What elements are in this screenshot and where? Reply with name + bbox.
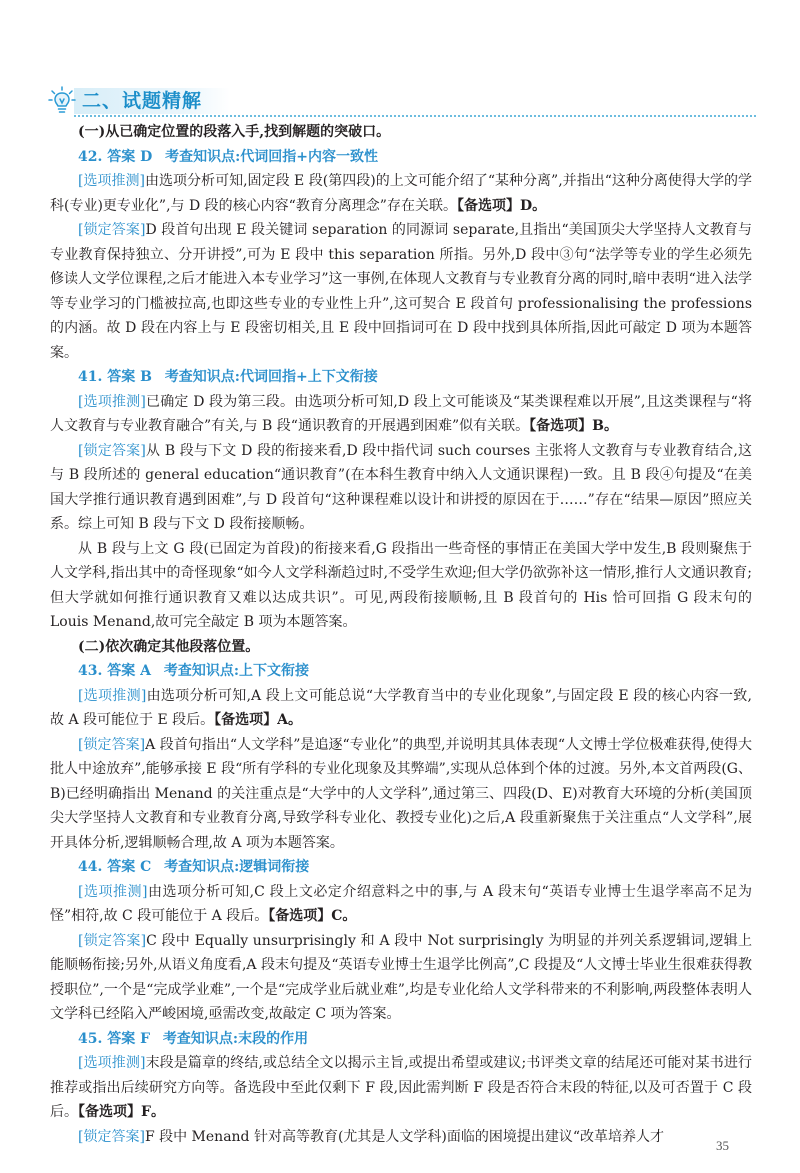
- q44-lock: [锁定答案]C 段中 Equally unsurprisingly 和 A 段中 Not surprisingly 为明显的并列关系逻辑词,逻辑上能顺畅衔接;另外,从语义角度看,A 段末句提及“英语专业博士生退学比例高”,C 段提及“人文博士毕业生很难获得教授职位”,一个是“完成学业难”,一个是“完成学业后就业难”,均是专业化给人文学科带来的不利影响,两段整体表明人文学科已经陷入严峻困境,亟需改变,故敲定 C 项为答案。: [50, 932, 752, 1022]
- header-dotted-rule: [74, 115, 756, 117]
- q45-lock: [锁定答案]F 段中 Menand 针对高等教育(尤其是人文学科)面临的困境提出建议“改革培养人才: [78, 1128, 665, 1145]
- q44-answer: 44. 答案 C: [78, 859, 152, 875]
- q41-answer-line: [50, 365, 752, 390]
- section-title: 二、试题精解: [82, 90, 203, 112]
- q42-lock: [锁定答案]D 段首句出现 E 段关键词 separation 的同源词 separate,且指出“美国顶尖大学坚持人文教育与专业教育保持独立、分开讲授”,可为 E 段中 this separation 所指。另外,D 段中③句“法学等专业的学生必须先修读人文学位课程,之后才能进入本专业学习”这一事例,在体现人文教育与专业教育分离的同时,暗中表明“进入法学等专业学习的门槛被拉高,也即这些专业的专业性上升”,这可契合 E 段首句 professionalising the professions 的内涵。故 D 段在内容上与 E 段密切相关,且 E 段中回指词可在 D 段中找到具体所指,因此可敲定 D 项为本题答案。: [50, 222, 752, 361]
- q45-predict: [选项推测]末段是篇章的终结,或总结全文以揭示主旨,或提出希望或建议;书评类文章的结尾还可能对某书进行推荐或指出后续研究方向等。备选段中至此仅剩下 F 段,因此需判断 F 段是否符合末段的特征,以及可否置于 C 段后。【备选项】F。: [50, 1055, 752, 1120]
- lock-tag: [锁定答案]: [78, 932, 147, 949]
- q42-answer-line: [50, 145, 752, 170]
- lock-tag: [锁定答案]: [78, 442, 146, 459]
- q43-answer: 43. 答案 A: [78, 663, 151, 679]
- predict-tag: [选项推测]: [78, 393, 146, 410]
- content: [50, 120, 752, 1149]
- q42-knowledge-point: 考查知识点:代词回指+内容一致性: [165, 148, 379, 165]
- q44-knowledge-point: 考查知识点:逻辑词衔接: [164, 859, 310, 875]
- lightbulb-icon: [48, 86, 76, 116]
- q43-lock: [锁定答案]A 段首句指出“人文学科”是追逐“专业化”的典型,并说明其具体表现“人文博士学位极难获得,使得大批人中途放弃”,能够承接 E 段“所有学科的专业化现象及其弊端”,实现从总体到个体的过渡。另外,本文首两段(G、B)已经明确指出 Menand 的关注重点是“大学中的人文学科”,通过第三、四段(D、E)对教育大环境的分析(美国顶尖大学坚持人文教育和专业教育分离,导致学科专业化、教授专业化)之后,A 段重新聚焦于关注重点“人文学科”,展开具体分析,逻辑顺畅合理,故 A 项为本题答案。: [50, 736, 752, 851]
- predict-tag: [选项推测]: [78, 687, 147, 704]
- predict-tag: [选项推测]: [78, 883, 148, 900]
- q44-predict: [选项推测]由选项分析可知,C 段上文必定介绍意料之中的事,与 A 段末句“英语专业博士生退学率高不足为怪”相符,故 C 段可能位于 A 段后。【备选项】C。: [50, 883, 752, 924]
- q41-knowledge-point: 考查知识点:代词回指+上下文衔接: [164, 369, 378, 385]
- section-header: [48, 84, 758, 118]
- lock-tag: [锁定答案]: [78, 736, 146, 753]
- q41-extra: 从 B 段与上文 G 段(已固定为首段)的衔接来看,G 段指出一些奇怪的事情正在美国大学中发生,B 段则聚焦于人文学科,指出其中的奇怪现象“如今人文学科渐趋过时,不受学生欢迎;但大学仍欲弥补这一情形,推行人文通识教育;但大学就如何推行通识教育又难以达成共识”。可见,两段衔接顺畅,且 B 段首句的 His 恰可回指 G 段末句的 Louis Menand,故可完全敲定 B 项为本题答案。: [50, 540, 752, 630]
- q41-predict: [选项推测]已确定 D 段为第三段。由选项分析可知,D 段上文可能谈及“某类课程难以开展”,且这类课程与“将人文教育与专业教育融合”有关,与 B 段“通识教育的开展遇到困难”似有关联。【备选项】B。: [50, 393, 752, 434]
- q45-knowledge-point: 考查知识点:末段的作用: [162, 1030, 309, 1047]
- q43-predict: [选项推测]由选项分析可知,A 段上文可能总说“大学教育当中的专业化现象”,与固定段 E 段的核心内容一致,故 A 段可能位于 E 段后。【备选项】A。: [50, 687, 752, 728]
- q41-lock: [锁定答案]从 B 段与下文 D 段的衔接来看,D 段中指代词 such courses 主张将人文教育与专业教育结合,这与 B 段所述的 general education“通识教育”(在本科生教育中纳入人文通识课程)一致。且 B 段④句提及“在美国大学推行通识教育遇到困难”,与 D 段首句“这种课程难以设计和讲授的原因在于……”存在“结果—原因”照应关系。综上可知 B 段与下文 D 段衔接顺畅。: [50, 442, 752, 532]
- q42-answer: 42. 答案 D: [78, 148, 153, 165]
- q43-knowledge-point: 考查知识点:上下文衔接: [163, 663, 310, 679]
- lock-tag: [锁定答案]: [78, 1128, 145, 1145]
- q45-answer-line: [50, 1027, 752, 1052]
- subsection-heading-2: (二)依次确定其他段落位置。: [78, 638, 260, 655]
- page-number: 35: [716, 1138, 729, 1153]
- q41-answer: 41. 答案 B: [78, 369, 152, 385]
- q45-answer: 45. 答案 F: [78, 1030, 151, 1047]
- lock-tag: [锁定答案]: [78, 222, 146, 238]
- predict-tag: [选项推测]: [78, 1055, 146, 1071]
- predict-tag: [选项推测]: [78, 173, 145, 189]
- q42-predict: [选项推测]由选项分析可知,固定段 E 段(第四段)的上文可能介绍了“某种分离”,并指出“这种分离使得大学的学科(专业)更专业化”,与 D 段的核心内容“教育分离理念”存在关联。【备选项】D。: [50, 173, 752, 214]
- q44-answer-line: [50, 855, 752, 880]
- subsection-heading-1: (一)从已确定位置的段落入手,找到解题的突破口。: [78, 124, 391, 140]
- q43-answer-line: [50, 659, 752, 684]
